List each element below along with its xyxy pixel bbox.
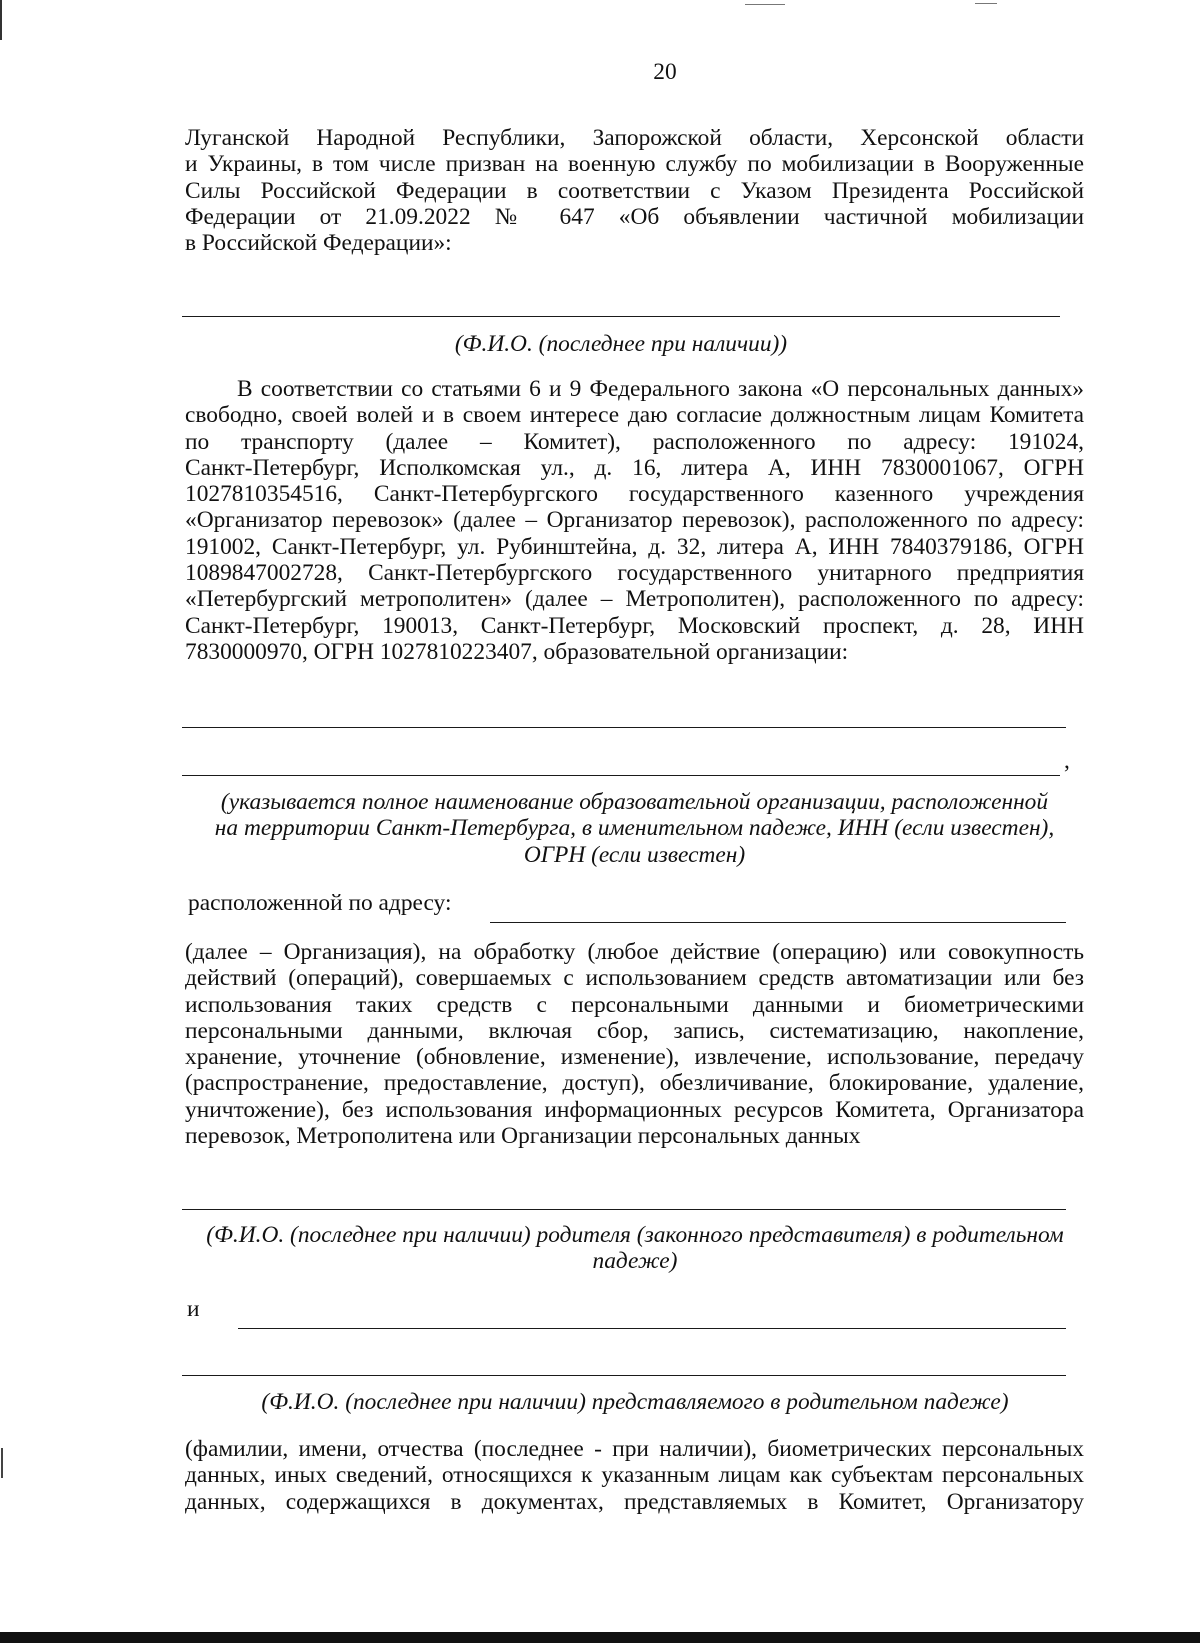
caption-line: (Ф.И.О. (последнее при наличии) родителя (законного представителя) в родительном: [206, 1222, 1064, 1248]
text-line: Федерации от 21.09.2022 № 647 «Об объявлении частичной мобилизации: [185, 203, 1084, 230]
org-trailing-comma: ,: [1064, 748, 1070, 774]
caption-line: падеже): [592, 1248, 678, 1275]
fio-fill-line[interactable]: [182, 316, 1060, 317]
parent-fio-fill-line[interactable]: [182, 1209, 1066, 1210]
child-fio-fill-line-2[interactable]: [182, 1375, 1066, 1376]
text-line: данных, содержащихся в документах, представляемых в Комитет, Организатору: [185, 1488, 1084, 1515]
text-line: «Петербургский метрополитен» (далее – Метрополитен), расположенного по адресу:: [185, 586, 1084, 613]
caption-line: ОГРН (если известен): [523, 841, 746, 868]
text-line: 191002, Санкт-Петербург, ул. Рубинштейна, д. 32, литера А, ИНН 7840379186, ОГРН: [185, 533, 1084, 560]
text-line: 1027810354516, Санкт-Петербургского государственного казенного учреждения: [185, 481, 1084, 508]
consent-paragraph: [185, 376, 1084, 665]
final-paragraph: [185, 1436, 1084, 1515]
scan-edge-mark: [1, 1448, 3, 1478]
child-fio-fill-line-1[interactable]: [238, 1328, 1066, 1329]
text-line: персональными данными, включая сбор, запись, систематизацию, накопление,: [185, 1017, 1084, 1044]
text-line: 7830000970, ОГРН 1027810223407, образовательной организации:: [185, 638, 849, 665]
scan-speck: [975, 3, 997, 4]
org-caption: [185, 789, 1084, 868]
text-line: (фамилии, имени, отчества (последнее - при наличии), биометрических персональных: [185, 1436, 1084, 1462]
text-line: данных, иных сведений, относящихся к указанным лицам как субъектам персональных: [185, 1462, 1084, 1489]
text-line: Санкт-Петербург, Исполкомская ул., д. 16, литера А, ИНН 7830001067, ОГРН: [185, 454, 1084, 481]
and-label: и: [187, 1296, 200, 1322]
address-fill-line[interactable]: [490, 922, 1066, 923]
text-line: свободно, своей волей и в своем интересе даю согласие должностным лицам Комитета: [185, 402, 1084, 429]
org-fill-line-1[interactable]: [182, 727, 1066, 728]
address-label: расположенной по адресу:: [188, 890, 452, 916]
caption-line: (указывается полное наименование образовательной организации, расположенной: [220, 789, 1049, 815]
text-line: Силы Российской Федерации в соответствии с Указом Президента Российской: [185, 177, 1084, 204]
text-line: перевозок, Метрополитена или Организации персональных данных: [185, 1123, 861, 1150]
text-line: Луганской Народной Республики, Запорожской области, Херсонской области: [185, 125, 1084, 151]
text-line: Санкт-Петербург, 190013, Санкт-Петербург, Московский проспект, д. 28, ИНН: [185, 612, 1084, 639]
scan-bottom-edge: [0, 1632, 1200, 1643]
text-line: по транспорту (далее – Комитет), расположенного по адресу: 191024,: [185, 428, 1084, 455]
text-line: и Украины, в том числе призван на военную службу по мобилизации в Вооруженные: [185, 151, 1084, 178]
processing-paragraph: [185, 939, 1084, 1149]
parent-caption: [182, 1222, 1088, 1275]
text-line: в Российской Федерации»:: [185, 230, 452, 257]
scan-speck: [745, 4, 785, 5]
scan-edge-mark: [0, 0, 2, 40]
text-line: хранение, уточнение (обновление, изменение), извлечение, использование, передачу: [185, 1044, 1084, 1071]
text-line: «Организатор перевозок» (далее – Организатор перевозок), расположенного по адресу:: [185, 507, 1084, 534]
caption-line: на территории Санкт-Петербурга, в именительном падеже, ИНН (если известен),: [214, 815, 1055, 842]
page-number: 20: [653, 59, 677, 85]
text-line: (распространение, предоставление, доступ), обезличивание, блокирование, удаление,: [185, 1070, 1084, 1097]
text-line: 1089847002728, Санкт-Петербургского государственного унитарного предприятия: [185, 560, 1084, 587]
text-line: В соответствии со статьями 6 и 9 Федерального закона «О персональных данных»: [237, 376, 1084, 402]
text-line: действий (операций), совершаемых с использованием средств автоматизации или без: [185, 965, 1084, 992]
fio-caption: (Ф.И.О. (последнее при наличии)): [454, 331, 788, 357]
intro-paragraph: [185, 125, 1084, 256]
text-line: использования таких средств с персональными данными и биометрическими: [185, 991, 1084, 1018]
child-caption: (Ф.И.О. (последнее при наличии) представляемого в родительном падеже): [261, 1389, 1009, 1415]
org-fill-line-2[interactable]: [182, 775, 1060, 776]
text-line: (далее – Организация), на обработку (любое действие (операцию) или совокупность: [185, 939, 1084, 965]
text-line: уничтожение), без использования информационных ресурсов Комитета, Организатора: [185, 1096, 1084, 1123]
